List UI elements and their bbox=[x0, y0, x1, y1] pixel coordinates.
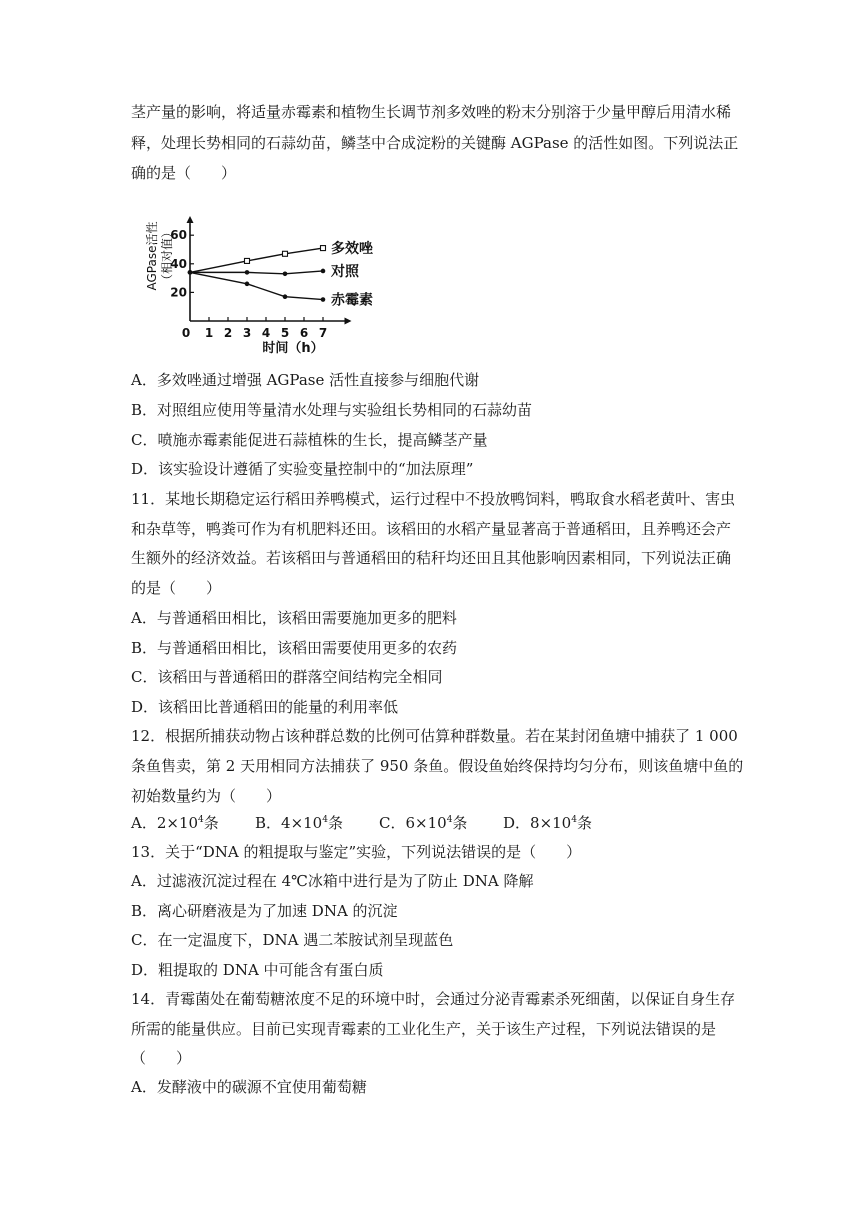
series-label: 多效唑 bbox=[331, 241, 373, 258]
q11-option-b: B．与普通稻田相比，该稻田需要使用更多的农药 bbox=[131, 639, 458, 657]
x-tick-label: 7 bbox=[318, 326, 328, 340]
q14-option-a: A．发酵液中的碳源不宜使用葡萄糖 bbox=[131, 1078, 367, 1096]
q12-option-a: A．$2\times 10^4$条 bbox=[131, 814, 219, 832]
y-tick-label: 20 bbox=[170, 285, 187, 300]
q14-stem-line-2: 所需的能量供应。目前已实现青霉素的工业化生产，关于该生产过程，下列说法错误的是 bbox=[131, 1020, 717, 1038]
q14-stem-line-1: 14．青霉菌处在葡萄糖浓度不足的环境中时，会通过分泌青霉素杀死细菌，以保证自身生存 bbox=[131, 990, 736, 1008]
series-label: 对照 bbox=[331, 263, 359, 280]
series-point bbox=[283, 294, 288, 299]
q12-stem-line-2: 条鱼售卖，第 2 天用相同方法捕获了 950 条鱼。假设鱼始终保持均匀分布，则该鱼塘中鱼的 bbox=[131, 757, 744, 775]
chart-ylabel-unit: （相对值） bbox=[160, 225, 174, 287]
q11-stem-line-2: 和杂草等，鸭粪可作为有机肥料还田。该稻田的水稻产量显著高于普通稻田，且养鸭还会产 bbox=[131, 520, 732, 538]
q13-option-d: D．粗提取的 DNA 中可能含有蛋白质 bbox=[131, 961, 384, 979]
series-point bbox=[321, 297, 326, 302]
q12-stem-line-3: 初始数量约为（ ） bbox=[131, 787, 282, 805]
q12-options-row bbox=[131, 813, 592, 833]
q13-option-c: C．在一定温度下，DNA 遇二苯胺试剂呈现蓝色 bbox=[131, 931, 454, 949]
x-tick-label: 2 bbox=[223, 326, 233, 340]
x-tick-label: 1 bbox=[204, 326, 214, 340]
q11-option-c: C．该稻田与普通稻田的群落空间结构完全相同 bbox=[131, 668, 443, 686]
series-point bbox=[321, 246, 326, 251]
series-point bbox=[283, 251, 288, 256]
series-point bbox=[245, 282, 250, 287]
chart-xlabel: 时间（h） bbox=[262, 341, 324, 356]
series-line bbox=[190, 272, 323, 299]
q12-stem-line-1: 12．根据所捕获动物占该种群总数的比例可估算种群数量。若在某封闭鱼塘中捕获了 1 000 bbox=[131, 727, 738, 745]
x-tick-label: 0 bbox=[181, 326, 191, 340]
series-line bbox=[190, 248, 323, 272]
q11-stem-line-1: 11．某地长期稳定运行稻田养鸭模式，运行过程中不投放鸭饲料，鸭取食水稻老黄叶、害虫 bbox=[131, 490, 736, 508]
q12-option-d: D．$8\times 10^4$条 bbox=[503, 814, 592, 832]
q12-option-c: C．$6\times 10^4$条 bbox=[379, 814, 468, 832]
series-line bbox=[190, 271, 323, 274]
series-point bbox=[321, 269, 326, 274]
q10-option-a: A．多效唑通过增强 AGPase 活性直接参与细胞代谢 bbox=[131, 371, 480, 389]
series-label: 赤霉素 bbox=[331, 292, 373, 309]
q13-option-b: B．离心研磨液是为了加速 DNA 的沉淀 bbox=[131, 902, 398, 920]
q11-stem-line-3: 生额外的经济效益。若该稻田与普通稻田的秸秆均还田且其他影响因素相同，下列说法正确 bbox=[131, 549, 732, 567]
q13-option-a: A．过滤液沉淀过程在 4℃冰箱中进行是为了防止 DNA 降解 bbox=[131, 872, 534, 890]
x-tick-label: 3 bbox=[242, 326, 252, 340]
q10-stem-line-3: 确的是（ ） bbox=[131, 164, 237, 182]
x-axis-arrow bbox=[345, 318, 352, 325]
q10-stem-line-1: 茎产量的影响，将适量赤霉素和植物生长调节剂多效唑的粉末分别溶于少量甲醇后用清水稀 bbox=[131, 103, 732, 121]
q11-option-d: D．该稻田比普通稻田的能量的利用率低 bbox=[131, 698, 399, 716]
series-point bbox=[245, 270, 250, 275]
chart-ylabel: AGPase活性 bbox=[145, 221, 159, 291]
series-point bbox=[245, 258, 250, 263]
q10-option-d: D．该实验设计遵循了实验变量控制中的“加法原理” bbox=[131, 460, 474, 478]
series-point bbox=[283, 272, 288, 277]
y-axis-arrow bbox=[187, 216, 194, 223]
x-tick-label: 4 bbox=[261, 326, 271, 340]
x-tick-label: 5 bbox=[280, 326, 290, 340]
q12-option-b: B．$4\times 10^4$条 bbox=[255, 814, 343, 832]
q10-option-c: C．喷施赤霉素能促进石蒜植株的生长，提高鳞茎产量 bbox=[131, 431, 488, 449]
q10-option-b: B．对照组应使用等量清水处理与实验组长势相同的石蒜幼苗 bbox=[131, 401, 533, 419]
q10-stem-line-2: 释，处理长势相同的石蒜幼苗，鳞茎中合成淀粉的关键酶 AGPase 的活性如图。下列说法正 bbox=[131, 134, 739, 152]
q11-option-a: A．与普通稻田相比，该稻田需要施加更多的肥料 bbox=[131, 609, 457, 627]
series-point bbox=[188, 270, 193, 275]
y-tick-label: 60 bbox=[170, 228, 187, 243]
y-tick-label: 40 bbox=[170, 256, 187, 271]
agpase-activity-chart bbox=[136, 194, 386, 360]
q13-stem: 13．关于“DNA 的粗提取与鉴定”实验，下列说法错误的是（ ） bbox=[131, 843, 582, 861]
q14-stem-line-3: （ ） bbox=[131, 1049, 192, 1067]
chart-plot-area bbox=[170, 216, 374, 340]
x-tick-label: 6 bbox=[299, 326, 309, 340]
q11-stem-line-4: 的是（ ） bbox=[131, 579, 222, 597]
